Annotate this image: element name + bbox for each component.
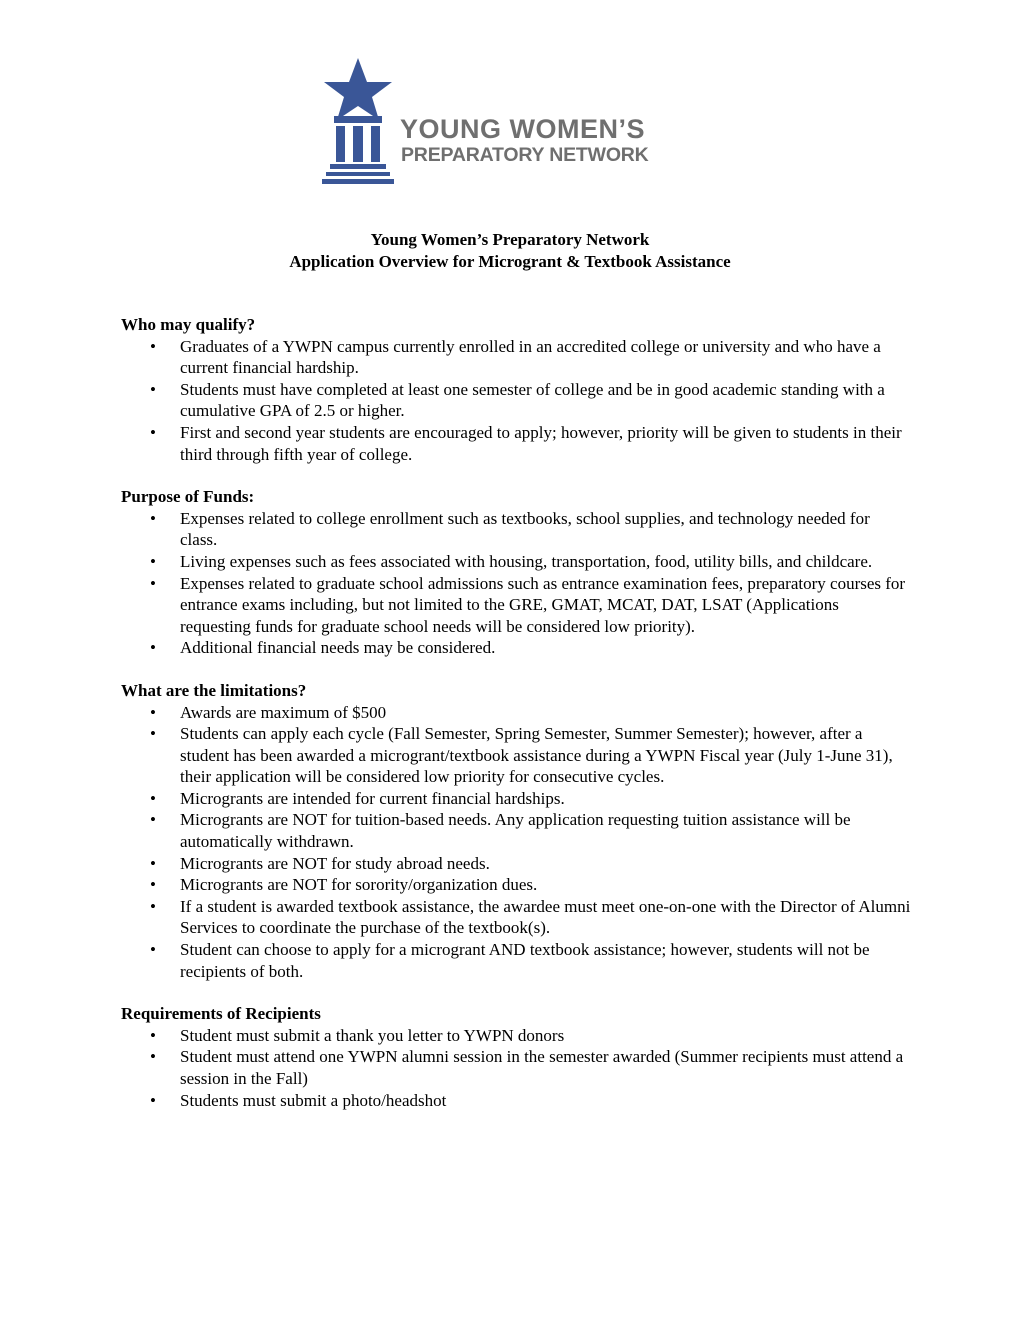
list-item: • Student must submit a thank you letter to YWPN donors [150,1025,565,1045]
list-item: • Expenses related to graduate school admissions such as entrance examination fees, preparatory courses for entrance exams including, but not limited to the GRE, GMAT, MCAT, DAT, LSAT (Applications requesting funds for graduate school needs will be considered low priority). [150,573,906,636]
bullet-icon: • [150,508,156,528]
logo-text-line1: YOUNG WOMEN’S [400,114,646,144]
bullet-icon: • [150,336,156,356]
document-header [0,229,1020,273]
bullet-icon: • [150,702,156,722]
bullet-icon: • [150,551,156,571]
bullet-icon: • [150,379,156,399]
bullet-icon: • [150,1047,156,1067]
bullet-icon: • [150,724,156,744]
ywpn-logo [322,58,702,188]
bullet-icon: • [150,875,156,895]
bullet-icon: • [150,788,156,808]
list-item: • Microgrants are NOT for sorority/organization dues. [150,875,538,895]
list-item: • Students must submit a photo/headshot [150,1090,447,1110]
list-item: • Microgrants are NOT for tuition-based needs. Any application requesting tuition assistance will be automatically withdrawn. [150,810,851,852]
bullet-list [121,1025,911,1111]
section-heading: What are the limitations? [121,680,307,700]
bullet-icon: • [150,1025,156,1045]
logo-text-line2: PREPARATORY NETWORK [401,144,649,166]
bullet-list [121,508,911,659]
document-title: Application Overview for Microgrant & Textbook Assistance [289,252,731,271]
section-heading: Purpose of Funds: [121,487,255,507]
bullet-icon: • [150,896,156,916]
list-item: • Awards are maximum of $500 [150,702,387,722]
bullet-list [121,702,911,983]
bullet-icon: • [150,638,156,658]
list-item: • Student must attend one YWPN alumni session in the semester awarded (Summer recipients must attend a session in the Fall) [150,1047,904,1088]
list-item: • If a student is awarded textbook assistance, the awardee must meet one-on-one with the Director of Alumni Services to coordinate the purchase of the textbook(s). [150,896,911,938]
bullet-icon: • [150,940,156,960]
star-column-logo-icon [322,58,398,188]
bullet-icon: • [150,810,156,830]
bullet-icon: • [150,853,156,873]
bullet-icon: • [150,422,156,442]
section-heading: Who may qualify? [121,315,256,334]
bullet-list [121,336,911,466]
org-name: Young Women’s Preparatory Network [370,230,650,249]
section-heading: Requirements of Recipients [121,1004,321,1024]
list-item: • Student can choose to apply for a microgrant AND textbook assistance; however, students will not be recipients of both. [150,940,870,981]
list-item: • Students must have completed at least one semester of college and be in good academic standing with a cumulative GPA of 2.5 or higher. [150,379,885,421]
list-item: • Additional financial needs may be considered. [150,638,496,658]
bullet-icon: • [150,573,156,593]
list-item: • Living expenses such as fees associated with housing, transportation, food, utility bills, and childcare. [150,551,873,571]
section-purpose-of-funds [121,486,911,659]
section-limitations [121,680,911,982]
list-item: • Expenses related to college enrollment such as textbooks, school supplies, and technology needed for class. [150,508,870,550]
section-who-may-qualify [121,314,911,465]
document-body [121,314,911,1132]
list-item: • Graduates of a YWPN campus currently enrolled in an accredited college or university and who have a current financial hardship. [150,336,881,378]
list-item: • Students can apply each cycle (Fall Semester, Spring Semester, Summer Semester); however, after a student has been awarded a microgrant/textbook assistance during a YWPN Fiscal year (July 1-June 31), their application will be considered low priority for consecutive cycles. [150,724,893,787]
bullet-icon: • [150,1090,156,1110]
list-item: • Microgrants are NOT for study abroad needs. [150,853,490,873]
section-requirements [121,1003,911,1111]
list-item: • First and second year students are encouraged to apply; however, priority will be given to students in their third through fifth year of college. [150,422,902,464]
list-item: • Microgrants are intended for current financial hardships. [150,788,565,808]
